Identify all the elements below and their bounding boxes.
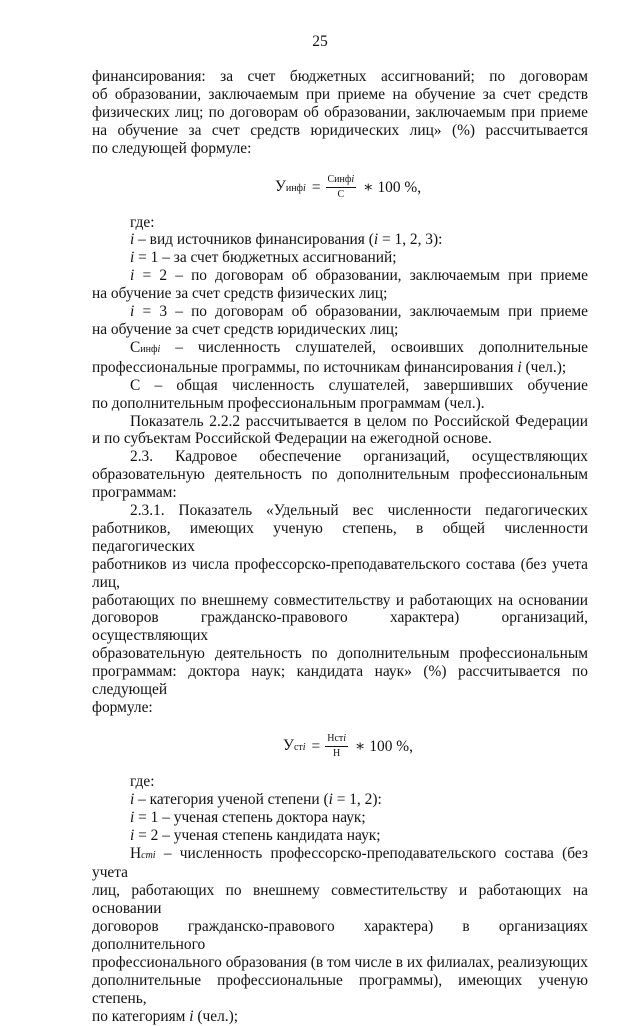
text-line: на обучение за счет средств физических лиц; bbox=[92, 285, 388, 303]
text-line: работников из числа профессорско-преподавательского состава (без учета лиц, bbox=[92, 555, 588, 591]
section-heading: 2.3.1. Показатель «Удельный вес численности педагогических bbox=[130, 502, 588, 520]
document-body bbox=[92, 68, 588, 1026]
text-line: где: bbox=[130, 772, 155, 790]
text-line: i = 1 – за счет бюджетных ассигнований; bbox=[130, 249, 397, 267]
formula-1-numerator: Синфi bbox=[326, 174, 357, 188]
text-line: договоров гражданско-правового характера) организаций, осуществляющих bbox=[92, 609, 588, 645]
formula-2-fraction bbox=[325, 733, 348, 760]
text-line: формуле: bbox=[92, 699, 153, 716]
text-line: по дополнительным профессиональным программам (чел.). bbox=[92, 394, 485, 412]
text-line: договоров гражданско-правового характера) в организациях дополнительного bbox=[92, 918, 588, 954]
text-line: об образовании, заключаемым при приеме на обучение за счет средств bbox=[92, 85, 588, 103]
text-line: i – категория ученой степени (i = 1, 2): bbox=[130, 790, 382, 808]
text-line: Показатель 2.2.2 рассчитывается в целом по Российской Федерации bbox=[130, 412, 588, 430]
formula-1-denominator: С bbox=[337, 189, 345, 201]
text-line: i = 1 – ученая степень доктора наук; bbox=[130, 808, 366, 826]
text-line: работающих по внешнему совместительству и работающих на основании bbox=[92, 591, 588, 609]
text-line: i = 2 – по договорам об образовании, заключаемым при приеме bbox=[130, 267, 588, 285]
text-line: работников, имеющих ученую степень, в общей численности педагогических bbox=[92, 519, 588, 555]
text-line: дополнительные профессиональные программы), имеющих ученую степень, bbox=[92, 971, 588, 1007]
text-line: профессиональные программы, по источникам финансирования i (чел.); bbox=[92, 358, 567, 376]
text-line: на обучение за счет средств юридических лиц; bbox=[92, 320, 399, 338]
formula-1-lhs: Уинфi bbox=[274, 177, 306, 195]
text-line: образовательную деятельность по дополнительным профессиональным bbox=[92, 466, 588, 484]
formula-1 bbox=[92, 168, 588, 208]
text-line: образовательную деятельность по дополнительным профессиональным bbox=[92, 645, 588, 663]
text-line: Синфi – численность слушателей, освоивших дополнительные bbox=[130, 338, 588, 356]
text-line: и по субъектам Российской Федерации на ежегодной основе. bbox=[92, 430, 492, 448]
text-line: по категориям i (чел.); bbox=[92, 1007, 239, 1025]
formula-2-numerator: Нстi bbox=[325, 733, 348, 747]
text-line: программам: доктора наук; кандидата наук» (%) рассчитывается по следующей bbox=[92, 663, 588, 699]
section-heading: 2.3. Кадровое обеспечение организаций, осуществляющих bbox=[130, 448, 588, 466]
formula-1-equals: = bbox=[311, 178, 321, 196]
text-line: i = 3 – по договорам об образовании, заключаемым при приеме bbox=[130, 303, 588, 321]
page-number: 25 bbox=[312, 33, 328, 50]
text-line: профессионального образования (в том числе в их филиалах, реализующих bbox=[92, 953, 588, 971]
formula-2-lhs: Устi bbox=[283, 736, 306, 754]
formula-2-multiplier: ∗ 100 %, bbox=[355, 737, 413, 755]
formula-2-denominator: Н bbox=[333, 748, 341, 760]
formula-2 bbox=[92, 727, 588, 767]
text-line: Нсті – численность профессорско-преподавательского состава (без учета bbox=[92, 844, 588, 882]
text-line: где: bbox=[130, 213, 155, 231]
text-line: программам: bbox=[92, 484, 177, 502]
formula-1-fraction bbox=[326, 174, 357, 201]
text-line: С – общая численность слушателей, завершивших обучение bbox=[130, 376, 588, 394]
text-line: на обучение за счет средств юридических лиц» (%) рассчитывается bbox=[92, 121, 588, 139]
text-line: физических лиц; по договорам об образовании, заключаемым при приеме bbox=[92, 103, 588, 121]
text-line: финансирования: за счет бюджетных ассигнований; по договорам bbox=[92, 68, 588, 85]
text-line: лиц, работающих по внешнему совместительству и работающих на основании bbox=[92, 882, 588, 918]
text-line: по следующей формуле: bbox=[92, 139, 252, 157]
formula-2-equals: = bbox=[311, 737, 321, 755]
formula-1-multiplier: ∗ 100 %, bbox=[363, 178, 422, 196]
text-line: i – вид источников финансирования (i = 1, 2, 3): bbox=[130, 231, 443, 249]
text-line: i = 2 – ученая степень кандидата наук; bbox=[130, 826, 381, 844]
